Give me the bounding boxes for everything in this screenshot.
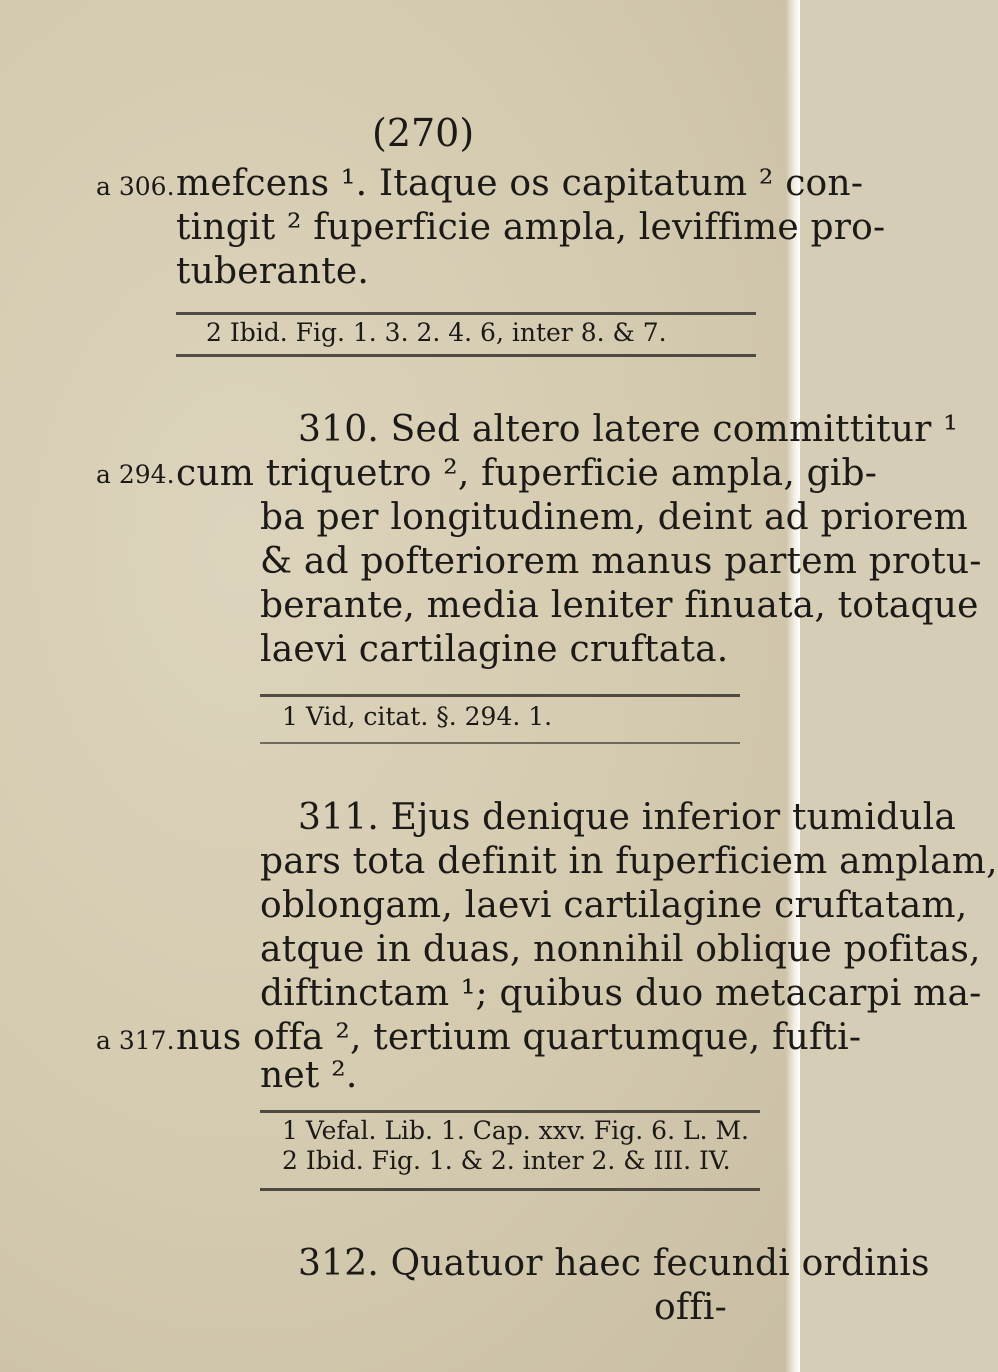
text-line: atque in duas, nonnihil oblique pofitas, xyxy=(260,929,981,970)
footnote-rule xyxy=(176,312,756,315)
section-heading-line: 312. Quatuor haec fecundi ordinis xyxy=(298,1243,930,1284)
text-line: nus offa ², tertium quartumque, fufti- xyxy=(176,1017,862,1058)
text-line: net ². xyxy=(260,1055,358,1096)
text-line: laevi cartilagine cruftata. xyxy=(260,629,729,670)
text-line: diftinctam ¹; quibus duo metacarpi ma- xyxy=(260,973,982,1014)
margin-reference: a 317. xyxy=(96,1026,175,1055)
footnote-rule xyxy=(260,694,740,697)
footnote-rule xyxy=(260,742,740,744)
text-line: ba per longitudinem, deint ad priorem xyxy=(260,497,969,538)
section-heading-line: 311. Ejus denique inferior tumidula xyxy=(298,797,957,838)
footnote: 1 Vid, citat. §. 294. 1. xyxy=(282,702,553,731)
page-number: (270) xyxy=(372,111,475,155)
text-line: pars tota definit in fuperficiem amplam, xyxy=(260,841,998,882)
footnote-rule xyxy=(260,1110,760,1113)
margin-reference: a 294. xyxy=(96,460,175,489)
text-line: & ad pofteriorem manus partem protu- xyxy=(260,541,982,582)
text-line: berante, media leniter finuata, totaque xyxy=(260,585,979,626)
footnote: 1 Vefal. Lib. 1. Cap. xxv. Fig. 6. L. M. xyxy=(282,1116,750,1145)
catchword: offi- xyxy=(654,1287,727,1328)
text-line: mefcens ¹. Itaque os capitatum ² con- xyxy=(176,163,864,204)
margin-reference: a 306. xyxy=(96,172,175,201)
text-line: cum triquetro ², fuperficie ampla, gib- xyxy=(176,453,878,494)
section-heading-line: 310. Sed altero latere committitur ¹ xyxy=(298,409,958,450)
text-line: tuberante. xyxy=(176,251,370,292)
footnote-rule xyxy=(260,1188,760,1191)
footnote: 2 Ibid. Fig. 1. 3. 2. 4. 6, inter 8. & 7. xyxy=(206,318,667,347)
page-edge xyxy=(786,0,800,1372)
footnote: 2 Ibid. Fig. 1. & 2. inter 2. & III. IV. xyxy=(282,1146,731,1175)
text-line: tingit ² fuperficie ampla, leviffime pro- xyxy=(176,207,886,248)
footnote-rule xyxy=(176,354,756,357)
text-line: oblongam, laevi cartilagine cruftatam, xyxy=(260,885,968,926)
